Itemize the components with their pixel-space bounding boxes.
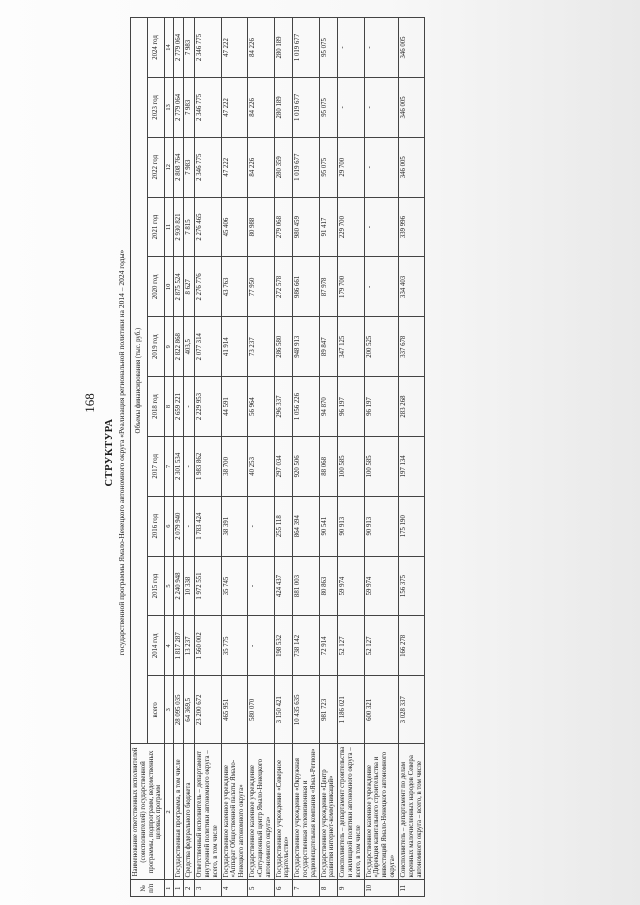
value-cell: 229 700 <box>338 197 364 257</box>
value-cell: 7 983 <box>184 137 195 197</box>
value-cell: 198 532 <box>274 616 293 676</box>
header-row-group <box>131 18 148 897</box>
value-cell: 80 988 <box>248 197 274 257</box>
value-cell: 38 700 <box>221 436 247 496</box>
value-cell: 96 197 <box>338 377 364 437</box>
table-body <box>173 18 425 897</box>
value-cell: - <box>338 18 364 78</box>
value-cell: 272 578 <box>274 257 293 317</box>
value-cell: 346 005 <box>398 137 424 197</box>
value-cell: 156 375 <box>398 556 424 616</box>
row-number: 8 <box>319 880 338 897</box>
value-cell: 96 197 <box>364 377 398 437</box>
value-cell: 91 417 <box>319 197 338 257</box>
value-cell: 7 815 <box>184 197 195 257</box>
value-cell: - <box>364 77 398 137</box>
value-cell: - <box>248 496 274 556</box>
value-cell: 1 817 287 <box>173 616 184 676</box>
rotated-content <box>96 0 631 905</box>
row-number: 6 <box>274 880 293 897</box>
value-cell: 44 591 <box>221 377 247 437</box>
value-cell: 948 913 <box>293 317 319 377</box>
column-index-cell: 1 <box>165 880 173 897</box>
table-row <box>274 18 293 897</box>
row-name: Соисполнитель – департамент строительства и жилищной политики автономного округа – всего, в том числе <box>338 744 364 880</box>
header-funding-group: Объемы финансирования (тыс. руб.) <box>131 18 148 744</box>
document-title: СТРУКТУРА <box>104 418 115 487</box>
value-cell: 23 200 672 <box>195 676 221 744</box>
value-cell: 179 700 <box>338 257 364 317</box>
value-cell: 100 585 <box>364 436 398 496</box>
value-cell: 95 075 <box>319 137 338 197</box>
value-cell: 84 226 <box>248 77 274 137</box>
value-cell: 94 870 <box>319 377 338 437</box>
value-cell: 297 034 <box>274 436 293 496</box>
value-cell: - <box>184 496 195 556</box>
value-cell: 403,5 <box>184 317 195 377</box>
value-cell: 2 822 868 <box>173 317 184 377</box>
value-cell: 7 983 <box>184 77 195 137</box>
value-cell: 77 950 <box>248 257 274 317</box>
value-cell: 1 560 002 <box>195 616 221 676</box>
column-index-cell: 13 <box>165 77 173 137</box>
value-cell: 90 913 <box>364 496 398 556</box>
row-number: 3 <box>195 880 221 897</box>
value-cell: 64 369,5 <box>184 676 195 744</box>
table-row <box>398 18 424 897</box>
table-row <box>364 18 398 897</box>
value-cell: 35 745 <box>221 556 247 616</box>
value-cell: - <box>248 556 274 616</box>
value-cell: 88 068 <box>319 436 338 496</box>
value-cell: 1 983 862 <box>195 436 221 496</box>
row-name: Государственное учреждение «Северное издательство» <box>274 744 293 880</box>
value-cell: 339 996 <box>398 197 424 257</box>
value-cell: 337 678 <box>398 317 424 377</box>
value-cell: - <box>338 77 364 137</box>
value-cell: - <box>184 377 195 437</box>
value-cell: 41 914 <box>221 317 247 377</box>
value-cell: 28 095 035 <box>173 676 184 744</box>
value-cell: 334 403 <box>398 257 424 317</box>
row-name: Соисполнитель – департамент по делам коренных малочисленных народов Севера автономного округа – всего, в том числе <box>398 744 424 880</box>
value-cell: 95 075 <box>319 18 338 78</box>
value-cell: 10 338 <box>184 556 195 616</box>
table-row <box>319 18 338 897</box>
column-index-cell: 7 <box>165 436 173 496</box>
value-cell: 2 276 465 <box>195 197 221 257</box>
row-number: 11 <box>398 880 424 897</box>
row-name: Государственное казенное учреждение «Аппарат Общественной палаты Ямало-Ненецкого автономного округа» <box>221 744 247 880</box>
header-year-cell: 2021 год <box>148 197 165 257</box>
table-row <box>221 18 247 897</box>
value-cell: 2 875 524 <box>173 257 184 317</box>
value-cell: 280 359 <box>274 137 293 197</box>
value-cell: 2 079 940 <box>173 496 184 556</box>
header-year-cell: 2017 год <box>148 436 165 496</box>
row-number: 4 <box>221 880 247 897</box>
value-cell: 13 237 <box>184 616 195 676</box>
value-cell: 166 278 <box>398 616 424 676</box>
value-cell: 738 142 <box>293 616 319 676</box>
column-index-cell: 3 <box>165 676 173 744</box>
value-cell: 2 779 064 <box>173 18 184 78</box>
value-cell: 90 913 <box>338 496 364 556</box>
row-name: Государственное казенное учреждение «Ситуационный центр Ямало-Ненецкого автономного округа» <box>248 744 274 880</box>
value-cell: 1 019 677 <box>293 137 319 197</box>
header-year-cell: 2022 год <box>148 137 165 197</box>
value-cell: 175 190 <box>398 496 424 556</box>
value-cell: 279 068 <box>274 197 293 257</box>
value-cell: 580 070 <box>248 676 274 744</box>
value-cell: 43 763 <box>221 257 247 317</box>
value-cell: 347 125 <box>338 317 364 377</box>
column-index-cell: 8 <box>165 377 173 437</box>
value-cell: - <box>364 197 398 257</box>
value-cell: 600 321 <box>364 676 398 744</box>
row-number: 10 <box>364 880 398 897</box>
header-year-cell: 2014 год <box>148 616 165 676</box>
value-cell: 2 930 821 <box>173 197 184 257</box>
header-year-cell: 2015 год <box>148 556 165 616</box>
value-cell: 3 028 337 <box>398 676 424 744</box>
value-cell: 1 019 677 <box>293 18 319 78</box>
row-name: Средства федерального бюджета <box>184 744 195 880</box>
value-cell: 1 019 677 <box>293 77 319 137</box>
row-number: 1 <box>173 880 184 897</box>
column-index-cell: 11 <box>165 197 173 257</box>
value-cell: 2 346 775 <box>195 18 221 78</box>
column-index-cell: 6 <box>165 496 173 556</box>
value-cell: 80 863 <box>319 556 338 616</box>
value-cell: 980 459 <box>293 197 319 257</box>
header-year-cell: 2019 год <box>148 317 165 377</box>
value-cell: 2 301 534 <box>173 436 184 496</box>
value-cell: - <box>364 137 398 197</box>
header-name: Наименование ответственных исполнителей (соисполнителей) государственной программы, подпрограмм, ведомственных целевых программ <box>131 744 165 880</box>
value-cell: 59 974 <box>338 556 364 616</box>
table-row <box>173 18 184 897</box>
value-cell: - <box>248 616 274 676</box>
column-index-cell: 9 <box>165 317 173 377</box>
column-index-cell: 5 <box>165 556 173 616</box>
value-cell: 920 506 <box>293 436 319 496</box>
value-cell: 84 226 <box>248 18 274 78</box>
value-cell: 2 346 775 <box>195 137 221 197</box>
value-cell: 73 237 <box>248 317 274 377</box>
value-cell: 10 435 635 <box>293 676 319 744</box>
header-year-cell: всего <box>148 676 165 744</box>
value-cell: 286 580 <box>274 317 293 377</box>
value-cell: 59 974 <box>364 556 398 616</box>
structure-table <box>130 17 425 897</box>
value-cell: 95 075 <box>319 77 338 137</box>
row-name: Государственное учреждение «Окружная государственная телевизионная и радиовещательная компания «Ямал-Регион» <box>293 744 319 880</box>
value-cell: 87 978 <box>319 257 338 317</box>
value-cell: 52 127 <box>338 616 364 676</box>
value-cell: 2 779 064 <box>173 77 184 137</box>
value-cell: 200 525 <box>364 317 398 377</box>
row-number: 7 <box>293 880 319 897</box>
value-cell: 283 268 <box>398 377 424 437</box>
row-name: Государственное учреждение «Центр развития интернет-коммуникаций» <box>319 744 338 880</box>
value-cell: 40 253 <box>248 436 274 496</box>
column-index-cell: 12 <box>165 137 173 197</box>
value-cell: 72 914 <box>319 616 338 676</box>
value-cell: - <box>184 436 195 496</box>
value-cell: 1 056 226 <box>293 377 319 437</box>
header-year-cell: 2024 год <box>148 18 165 78</box>
value-cell: 465 951 <box>221 676 247 744</box>
value-cell: 56 964 <box>248 377 274 437</box>
column-index-cell: 2 <box>165 744 173 880</box>
value-cell: - <box>364 18 398 78</box>
value-cell: 255 118 <box>274 496 293 556</box>
column-index-cell: 14 <box>165 18 173 78</box>
value-cell: 1 186 021 <box>338 676 364 744</box>
value-cell: 424 437 <box>274 556 293 616</box>
value-cell: 7 983 <box>184 18 195 78</box>
page-number: 168 <box>82 393 97 413</box>
value-cell: 280 189 <box>274 77 293 137</box>
table-row <box>248 18 274 897</box>
value-cell: 346 005 <box>398 18 424 78</box>
table-row <box>338 18 364 897</box>
value-cell: 29 700 <box>338 137 364 197</box>
value-cell: 1 783 424 <box>195 496 221 556</box>
row-number: 9 <box>338 880 364 897</box>
value-cell: 8 627 <box>184 257 195 317</box>
value-cell: 986 661 <box>293 257 319 317</box>
row-name: Государственная программа, в том числе <box>173 744 184 880</box>
header-year-cell: 2016 год <box>148 496 165 556</box>
value-cell: 47 222 <box>221 137 247 197</box>
value-cell: 864 394 <box>293 496 319 556</box>
value-cell: 981 723 <box>319 676 338 744</box>
column-index-cell: 4 <box>165 616 173 676</box>
value-cell: 84 226 <box>248 137 274 197</box>
header-no: № п/п <box>131 880 165 897</box>
value-cell: 296 337 <box>274 377 293 437</box>
value-cell: 2 077 314 <box>195 317 221 377</box>
table-row <box>195 18 221 897</box>
value-cell: 90 541 <box>319 496 338 556</box>
value-cell: 2 276 776 <box>195 257 221 317</box>
value-cell: 881 003 <box>293 556 319 616</box>
header-year-cell: 2020 год <box>148 257 165 317</box>
row-name: Ответственный исполнитель – департамент внутренней политики автономного округа – всего, в том числе <box>195 744 221 880</box>
row-name: Государственное казенное учреждение «Дирекция капитального строительства и инвестиций Ямало-Ненецкого автономного округа» <box>364 744 398 880</box>
value-cell: 47 222 <box>221 77 247 137</box>
value-cell: 2 659 221 <box>173 377 184 437</box>
column-index-row <box>165 18 173 897</box>
value-cell: 38 391 <box>221 496 247 556</box>
value-cell: 3 150 421 <box>274 676 293 744</box>
header-year-cell: 2023 год <box>148 77 165 137</box>
value-cell: 52 127 <box>364 616 398 676</box>
value-cell: 197 134 <box>398 436 424 496</box>
table-row <box>184 18 195 897</box>
column-index-cell: 10 <box>165 257 173 317</box>
document-subtitle: государственной программы Ямало-Ненецкого автономного округа «Реализация региональной политики на 2014 – 2024 годы» <box>117 249 126 656</box>
value-cell: 2 346 775 <box>195 77 221 137</box>
value-cell: 2 240 948 <box>173 556 184 616</box>
value-cell: 89 847 <box>319 317 338 377</box>
value-cell: 47 222 <box>221 18 247 78</box>
table-row <box>293 18 319 897</box>
value-cell: 100 585 <box>338 436 364 496</box>
value-cell: 346 005 <box>398 77 424 137</box>
value-cell: 2 229 953 <box>195 377 221 437</box>
value-cell: 280 189 <box>274 18 293 78</box>
row-number: 5 <box>248 880 274 897</box>
row-number: 2 <box>184 880 195 897</box>
value-cell: - <box>364 257 398 317</box>
value-cell: 1 972 551 <box>195 556 221 616</box>
value-cell: 2 808 764 <box>173 137 184 197</box>
value-cell: 45 406 <box>221 197 247 257</box>
header-year-cell: 2018 год <box>148 377 165 437</box>
value-cell: 35 775 <box>221 616 247 676</box>
